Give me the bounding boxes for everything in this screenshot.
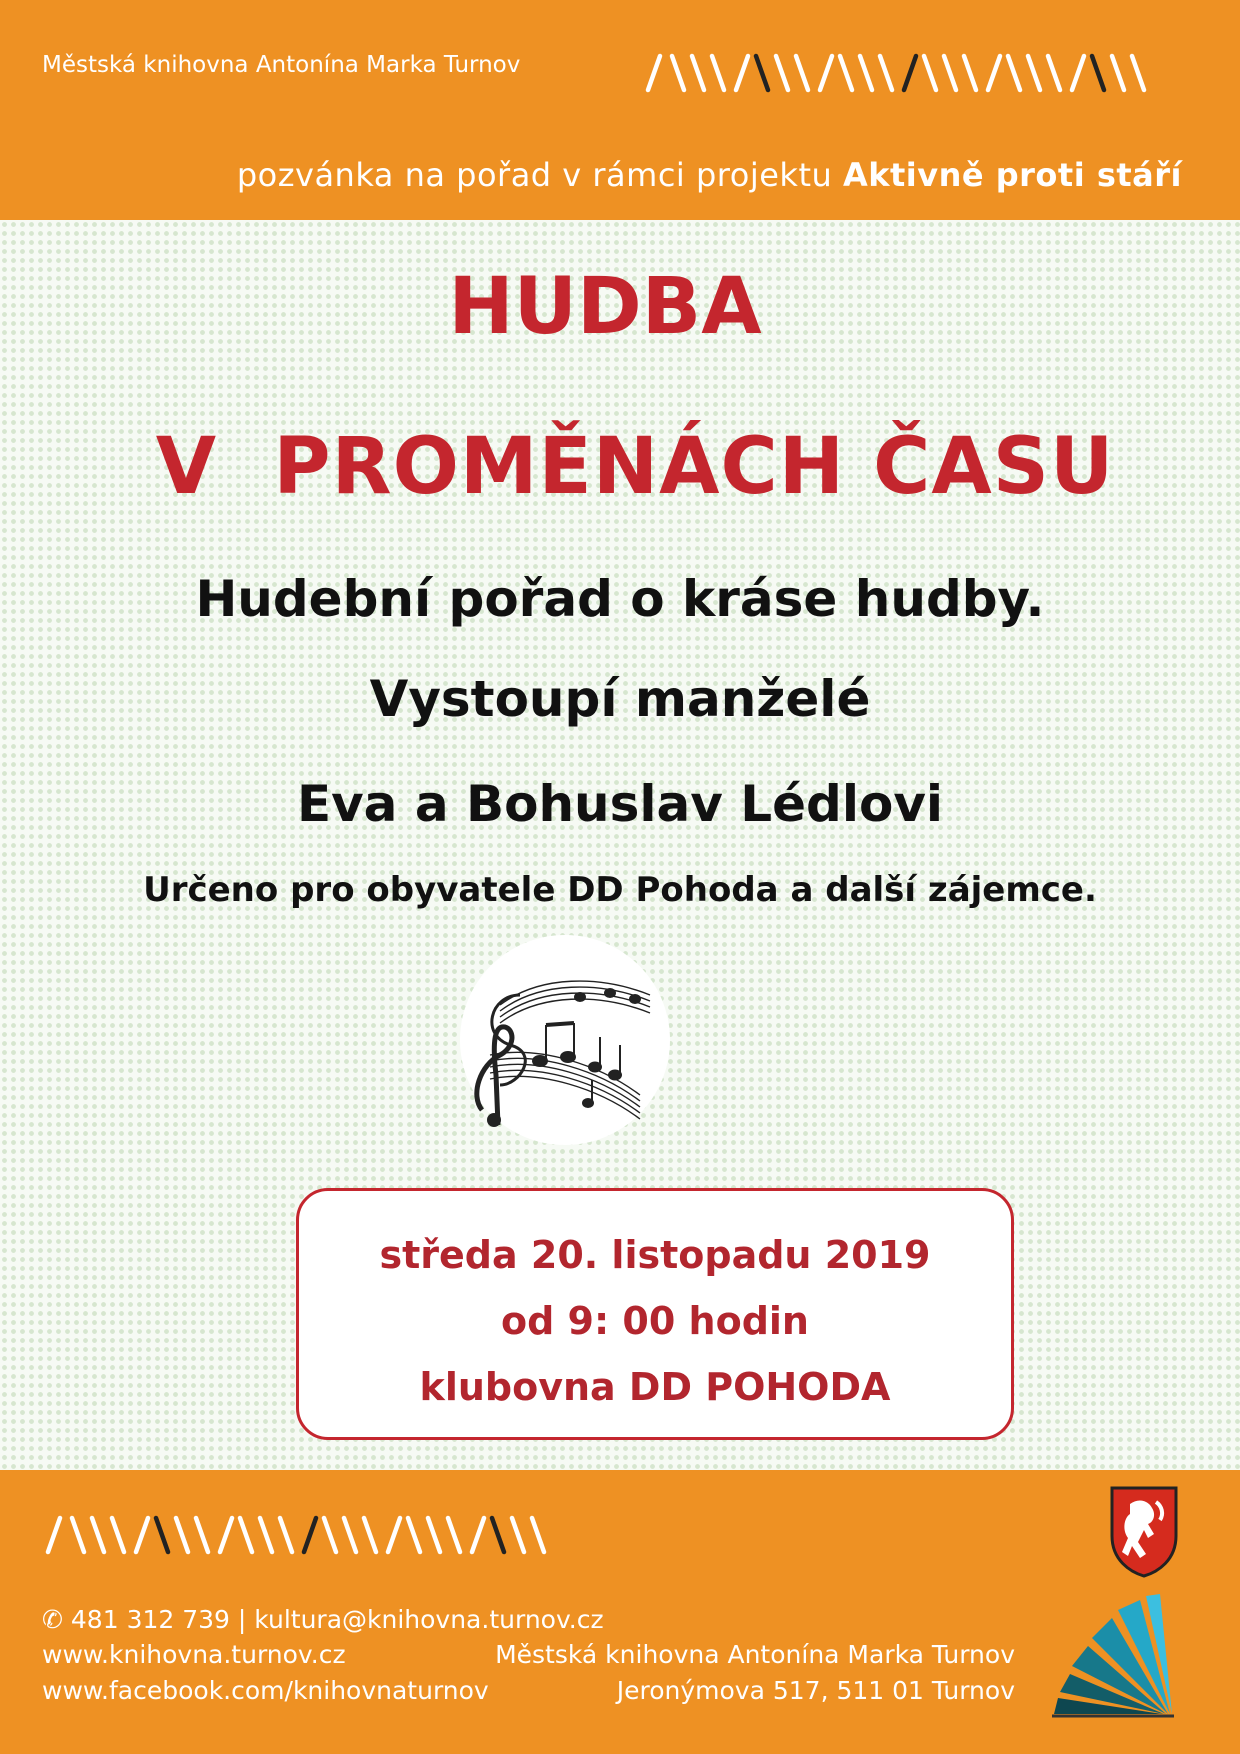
event-date: středa 20. listopadu 2019 xyxy=(379,1233,931,1277)
subtitle: Hudební pořad o kráse hudby. xyxy=(195,570,1045,628)
phone-email[interactable]: 481 312 739 | kultura@knihovna.turnov.cz xyxy=(70,1605,604,1634)
audience: Určeno pro obyvatele DD Pohoda a další zájemce. xyxy=(143,870,1097,910)
music-notes-image xyxy=(460,935,670,1145)
turnov-crest-icon xyxy=(1108,1484,1180,1578)
event-place: klubovna DD POHODA xyxy=(419,1365,891,1409)
event-time: od 9: 00 hodin xyxy=(501,1299,809,1343)
invite-project: Aktivně proti stáří xyxy=(842,156,1182,194)
invitation-line xyxy=(237,156,1182,194)
title-line-2: V PROMĚNÁCH ČASU xyxy=(155,422,1115,512)
header-band xyxy=(0,0,1240,220)
book-logo-icon xyxy=(1048,1588,1188,1724)
web-link[interactable]: www.knihovna.turnov.cz xyxy=(42,1640,346,1669)
slash-pattern-icon xyxy=(640,50,1180,110)
footer-library-name: Městská knihovna Antonína Marka Turnov xyxy=(495,1640,1015,1669)
invite-prefix: pozvánka na pořad v rámci projektu xyxy=(236,156,833,194)
performers-intro: Vystoupí manželé xyxy=(369,670,871,728)
title-line-1: HUDBA xyxy=(448,262,762,352)
footer-address: Jeronýmova 517, 511 01 Turnov xyxy=(616,1676,1015,1705)
facebook-link[interactable]: www.facebook.com/knihovnaturnov xyxy=(42,1676,489,1705)
slash-pattern-icon xyxy=(40,1512,580,1572)
event-details-box xyxy=(296,1188,1014,1440)
contact-line xyxy=(42,1605,604,1634)
phone-icon: ✆ xyxy=(42,1605,63,1634)
library-name: Městská knihovna Antonína Marka Turnov xyxy=(42,52,521,78)
performers: Eva a Bohuslav Lédlovi xyxy=(296,775,944,833)
